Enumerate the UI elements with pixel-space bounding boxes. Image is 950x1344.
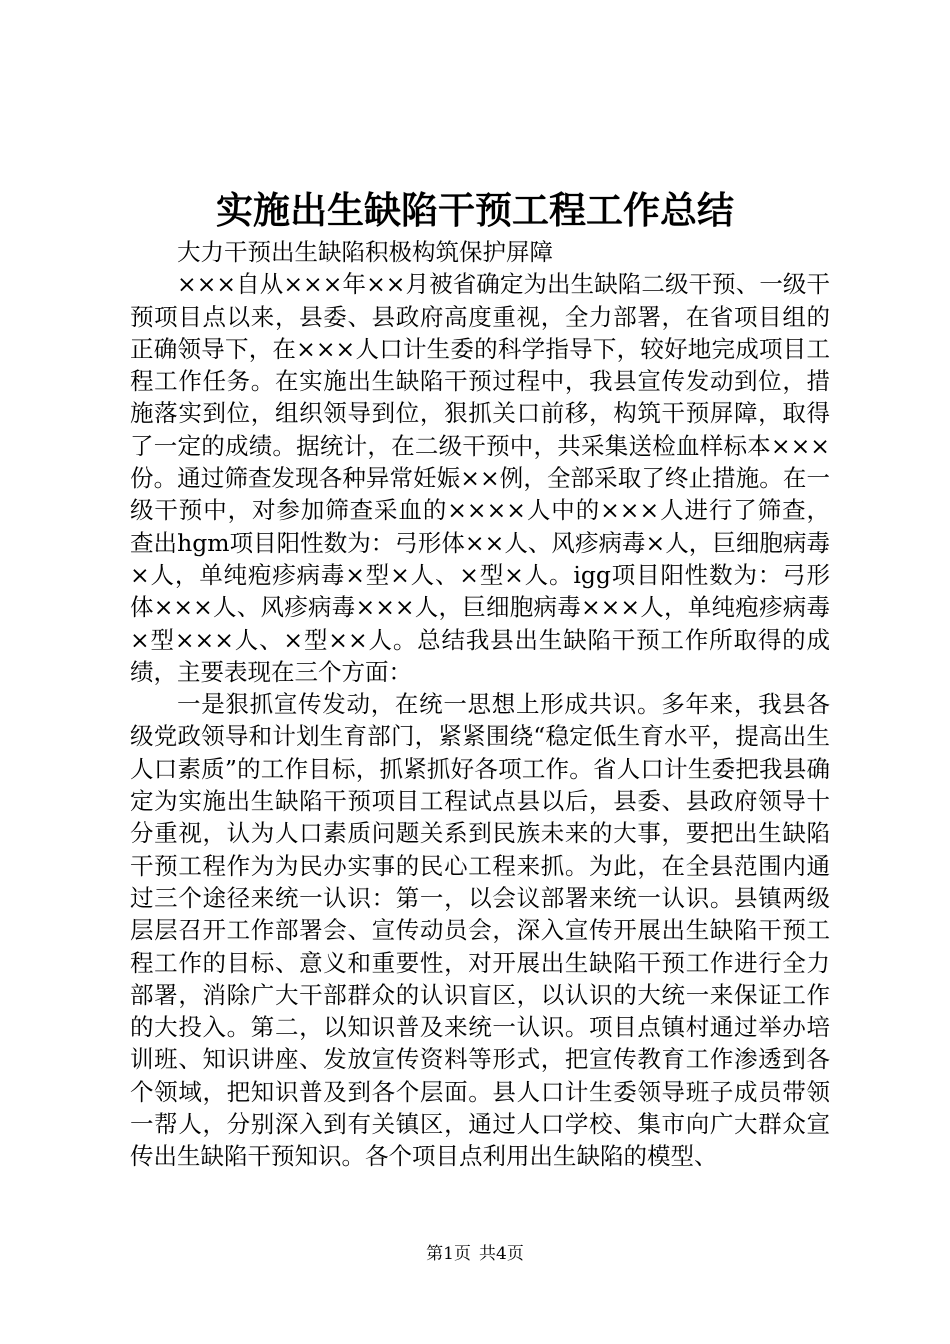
page-number: 第1页: [426, 1244, 471, 1264]
document-body: [130, 236, 830, 1173]
body-paragraph: ×××自从×××年××月被省确定为出生缺陷二级干预、一级干预项目点以来，县委、县政府高度重视，全力部署，在省项目组的正确领导下，在×××人口计生委的科学指导下，较好地完成项目工程工作任务。在实施出生缺陷干预过程中，我县宣传发动到位，措施落实到位，组织领导到位，狠抓关口前移，构筑干预屏障，取得了一定的成绩。据统计，在二级干预中，共采集送检血样标本×××份。通过筛查发现各种异常妊娠××例，全部采取了终止措施。在一级干预中，对参加筛查采血的××××人中的×××人进行了筛查，查出hgm项目阳性数为：弓形体××人、风疹病毒×人，巨细胞病毒×人，单纯疱疹病毒×型×人、×型×人。igg项目阳性数为：弓形体×××人、风疹病毒×××人，巨细胞病毒×××人，单纯疱疹病毒×型×××人、×型××人。总结我县出生缺陷干预工作所取得的成绩，主要表现在三个方面：: [130, 270, 830, 686]
page-total: 共4页: [479, 1244, 524, 1264]
subtitle-paragraph: 大力干预出生缺陷积极构筑保护屏障: [177, 238, 553, 266]
page-footer: [0, 1242, 950, 1266]
body-paragraph: 一是狠抓宣传发动，在统一思想上形成共识。多年来，我县各级党政领导和计划生育部门，紧紧围绕“稳定低生育水平，提高出生人口素质”的工作目标，抓紧抓好各项工作。省人口计生委把我县确定为实施出生缺陷干预项目工程试点县以后，县委、县政府领导十分重视，认为人口素质问题关系到民族未来的大事，要把出生缺陷干预工程作为为民办实事的民心工程来抓。为此，在全县范围内通过三个途径来统一认识：第一，以会议部署来统一认识。县镇两级层层召开工作部署会、宣传动员会，深入宣传开展出生缺陷干预工程工作的目标、意义和重要性，对开展出生缺陷干预工作进行全力部署，消除广大干部群众的认识盲区，以认识的大统一来保证工作的大投入。第二，以知识普及来统一认识。项目点镇村通过举办培训班、知识讲座、发放宣传资料等形式，把宣传教育工作渗透到各个领域，把知识普及到各个层面。县人口计生委领导班子成员带领一帮人，分别深入到有关镇区，通过人口学校、集市向广大群众宣传出生缺陷干预知识。各个项目点利用出生缺陷的模型、: [130, 690, 830, 1171]
document-title: 实施出生缺陷干预工程工作总结: [216, 188, 734, 232]
